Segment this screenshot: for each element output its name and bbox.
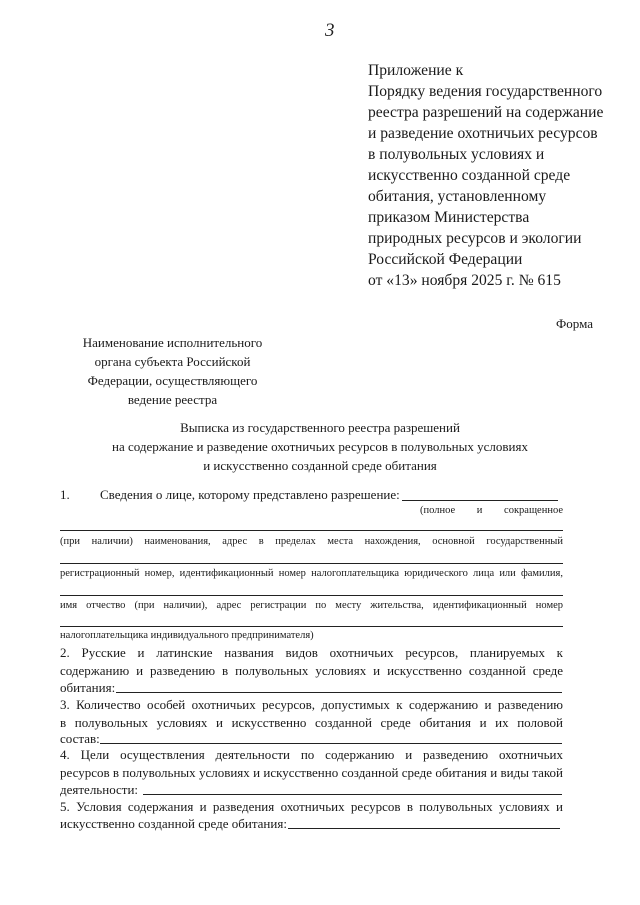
organ-line: Наименование исполнительного <box>82 335 263 350</box>
section-5-text: 5. Условия содержания и разведения охотничьих ресурсов в полувольных условиях и <box>60 799 563 814</box>
section-1-field[interactable] <box>402 500 558 501</box>
section-4-label: деятельности: <box>60 782 139 797</box>
section-1-field[interactable] <box>60 563 563 564</box>
organ-line: Федерации, осуществляющего <box>87 373 258 388</box>
section-3-text: 3. Количество особей охотничьих ресурсов, допустимых к содержанию и разведению <box>60 697 563 712</box>
section-2-label: обитания: <box>60 680 116 695</box>
organ-line: органа субъекта Российской <box>94 354 251 369</box>
document-title <box>60 418 580 475</box>
section-1-hint: имя отчество (при наличии), адрес регистрации по месту жительства, идентификационный номер <box>60 600 563 611</box>
section-1-field[interactable] <box>60 626 563 627</box>
section-3-text: в полувольных условиях и искусственно созданной среде обитания и их половой <box>60 715 563 730</box>
appendix-line: Приложение к <box>368 62 464 79</box>
form-label: Форма <box>556 316 593 331</box>
section-5-field[interactable] <box>288 828 560 829</box>
page-number: 3 <box>325 20 335 41</box>
appendix-line: реестра разрешений на содержание <box>368 104 604 121</box>
appendix-block <box>368 60 636 291</box>
section-2-field[interactable] <box>116 692 562 693</box>
section-1-hint: (при наличии) наименования, адрес в пределах места нахождения, основной государственный <box>60 536 563 547</box>
section-2-text: содержанию и разведению в полувольных условиях и искусственно созданной среде <box>60 663 563 678</box>
section-1-text: Сведения о лице, которому представлено разрешение: <box>100 487 400 502</box>
appendix-line: и разведение охотничьих ресурсов <box>368 125 598 142</box>
section-4-text: 4. Цели осуществления деятельности по содержанию и разведению охотничьих <box>60 747 563 762</box>
title-line: и искусственно созданной среде обитания <box>203 458 437 473</box>
appendix-line: искусственно созданной среде <box>368 167 571 184</box>
appendix-line: от «13» ноября 2025 г. № 615 <box>368 272 561 289</box>
appendix-line: природных ресурсов и экологии <box>368 230 582 247</box>
section-3-field[interactable] <box>100 743 562 744</box>
title-line: Выписка из государственного реестра разрешений <box>180 420 460 435</box>
organ-name-block <box>60 333 285 409</box>
appendix-line: в полувольных условиях и <box>368 146 545 163</box>
section-5-label: искусственно созданной среде обитания: <box>60 816 287 831</box>
section-2-text: 2. Русские и латинские названия видов охотничьих ресурсов, планируемых к <box>60 645 563 660</box>
appendix-line: обитания, установленному <box>368 188 547 205</box>
section-1-hint: (полное и сокращенное <box>420 505 563 516</box>
title-line: на содержание и разведение охотничьих ресурсов в полувольных условиях <box>112 439 528 454</box>
appendix-line: Порядку ведения государственного <box>368 83 603 100</box>
section-4-field[interactable] <box>143 794 562 795</box>
appendix-line: Российской Федерации <box>368 251 523 268</box>
section-4-text: ресурсов в полувольных условиях и искусственно созданной среде обитания и виды такой <box>60 765 563 780</box>
section-1-field[interactable] <box>60 530 563 531</box>
appendix-line: приказом Министерства <box>368 209 530 226</box>
section-1-field[interactable] <box>60 595 563 596</box>
section-3-label: состав: <box>60 731 100 746</box>
section-1-hint: регистрационный номер, идентификационный номер налогоплательщика юридического лица или фамилия, <box>60 568 563 579</box>
section-1-hint: налогоплательщика индивидуального предпринимателя) <box>60 630 314 641</box>
section-1-number: 1. <box>60 487 70 502</box>
organ-line: ведение реестра <box>127 392 218 407</box>
